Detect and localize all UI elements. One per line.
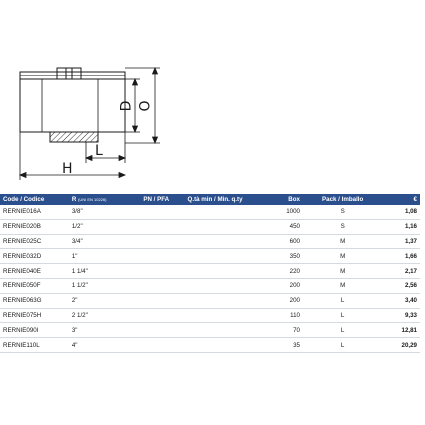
price-table bbox=[0, 194, 420, 353]
cell-box: 70 bbox=[264, 323, 303, 338]
cell-code: RERNIE040E bbox=[0, 264, 69, 279]
cell-pack: M bbox=[303, 278, 382, 293]
cell-min-qty bbox=[185, 249, 264, 264]
technical-drawing bbox=[0, 0, 425, 190]
cell-min-qty bbox=[185, 205, 264, 219]
dimension-l-label: L bbox=[95, 143, 103, 159]
header-r-note: (UNI EN 10226) bbox=[78, 197, 107, 202]
cell-box: 220 bbox=[264, 264, 303, 279]
table-row bbox=[0, 249, 420, 264]
cell-price: 1,37 bbox=[382, 234, 420, 249]
table-row bbox=[0, 278, 420, 293]
cell-pack: M bbox=[303, 249, 382, 264]
header-code: Code / Codice bbox=[0, 194, 69, 205]
table-row bbox=[0, 293, 420, 308]
cell-pack: L bbox=[303, 308, 382, 323]
header-price: € bbox=[382, 194, 420, 205]
cell-pack: L bbox=[303, 323, 382, 338]
header-min-qty: Q.tà min / Min. q.ty bbox=[185, 194, 264, 205]
cell-pack: M bbox=[303, 234, 382, 249]
cell-box: 350 bbox=[264, 249, 303, 264]
cell-price: 3,40 bbox=[382, 293, 420, 308]
cell-min-qty bbox=[185, 278, 264, 293]
cell-price: 1,66 bbox=[382, 249, 420, 264]
cell-price: 2,56 bbox=[382, 278, 420, 293]
header-box: Box bbox=[264, 194, 303, 205]
cell-pack: L bbox=[303, 338, 382, 353]
cell-price: 1,08 bbox=[382, 205, 420, 219]
cell-price: 9,33 bbox=[382, 308, 420, 323]
cell-pn bbox=[140, 293, 184, 308]
cell-pn bbox=[140, 205, 184, 219]
cell-min-qty bbox=[185, 234, 264, 249]
cell-r: 1" bbox=[69, 249, 141, 264]
cell-price: 2,17 bbox=[382, 264, 420, 279]
cell-pn bbox=[140, 264, 184, 279]
cell-pn bbox=[140, 338, 184, 353]
cell-price: 1,16 bbox=[382, 219, 420, 234]
table-row bbox=[0, 234, 420, 249]
cell-price: 20,29 bbox=[382, 338, 420, 353]
cell-box: 110 bbox=[264, 308, 303, 323]
cell-code: RERNIE110L bbox=[0, 338, 69, 353]
dimension-h-label: H bbox=[62, 161, 73, 177]
table-row bbox=[0, 264, 420, 279]
cell-code: RERNIE025C bbox=[0, 234, 69, 249]
cell-min-qty bbox=[185, 219, 264, 234]
dimension-d-label: D bbox=[118, 100, 135, 112]
cell-pack: L bbox=[303, 293, 382, 308]
cell-pn bbox=[140, 308, 184, 323]
cell-r: 1 1/4" bbox=[69, 264, 141, 279]
cell-price: 12,81 bbox=[382, 323, 420, 338]
cell-box: 600 bbox=[264, 234, 303, 249]
cell-pack: M bbox=[303, 264, 382, 279]
cell-pn bbox=[140, 234, 184, 249]
header-r-label: R bbox=[71, 196, 77, 203]
header-pack: Pack / Imballo bbox=[303, 194, 382, 205]
cell-code: RERNIE032D bbox=[0, 249, 69, 264]
cell-min-qty bbox=[185, 338, 264, 353]
header-r bbox=[69, 194, 141, 205]
cell-code: RERNIE075H bbox=[0, 308, 69, 323]
cell-code: RERNIE063G bbox=[0, 293, 69, 308]
table-row bbox=[0, 205, 420, 219]
table-row bbox=[0, 219, 420, 234]
cell-code: RERNIE016A bbox=[0, 205, 69, 219]
cell-box: 200 bbox=[264, 293, 303, 308]
cell-pn bbox=[140, 323, 184, 338]
table-row bbox=[0, 323, 420, 338]
cell-box: 200 bbox=[264, 278, 303, 293]
cell-min-qty bbox=[185, 293, 264, 308]
price-table-header bbox=[0, 194, 420, 205]
dimension-o-label: O bbox=[137, 100, 154, 112]
cell-code: RERNIE020B bbox=[0, 219, 69, 234]
cell-pn bbox=[140, 249, 184, 264]
cell-code: RERNIE050F bbox=[0, 278, 69, 293]
cell-r: 1/2" bbox=[69, 219, 141, 234]
cell-r: 2 1/2" bbox=[69, 308, 141, 323]
cell-pack: S bbox=[303, 219, 382, 234]
cell-min-qty bbox=[185, 308, 264, 323]
cell-r: 3/8" bbox=[69, 205, 141, 219]
cell-r: 2" bbox=[69, 293, 141, 308]
cell-box: 450 bbox=[264, 219, 303, 234]
cell-r: 3/4" bbox=[69, 234, 141, 249]
cell-r: 1 1/2" bbox=[69, 278, 141, 293]
cell-code: RERNIE090I bbox=[0, 323, 69, 338]
cell-min-qty bbox=[185, 323, 264, 338]
cell-min-qty bbox=[185, 264, 264, 279]
table-row bbox=[0, 308, 420, 323]
header-pn: PN / PFA bbox=[140, 194, 184, 205]
price-table-body bbox=[0, 205, 420, 352]
cell-pack: S bbox=[303, 205, 382, 219]
cell-r: 4" bbox=[69, 338, 141, 353]
cell-box: 1000 bbox=[264, 205, 303, 219]
cell-r: 3" bbox=[69, 323, 141, 338]
cell-pn bbox=[140, 278, 184, 293]
cell-pn bbox=[140, 219, 184, 234]
cell-box: 35 bbox=[264, 338, 303, 353]
table-row bbox=[0, 338, 420, 353]
